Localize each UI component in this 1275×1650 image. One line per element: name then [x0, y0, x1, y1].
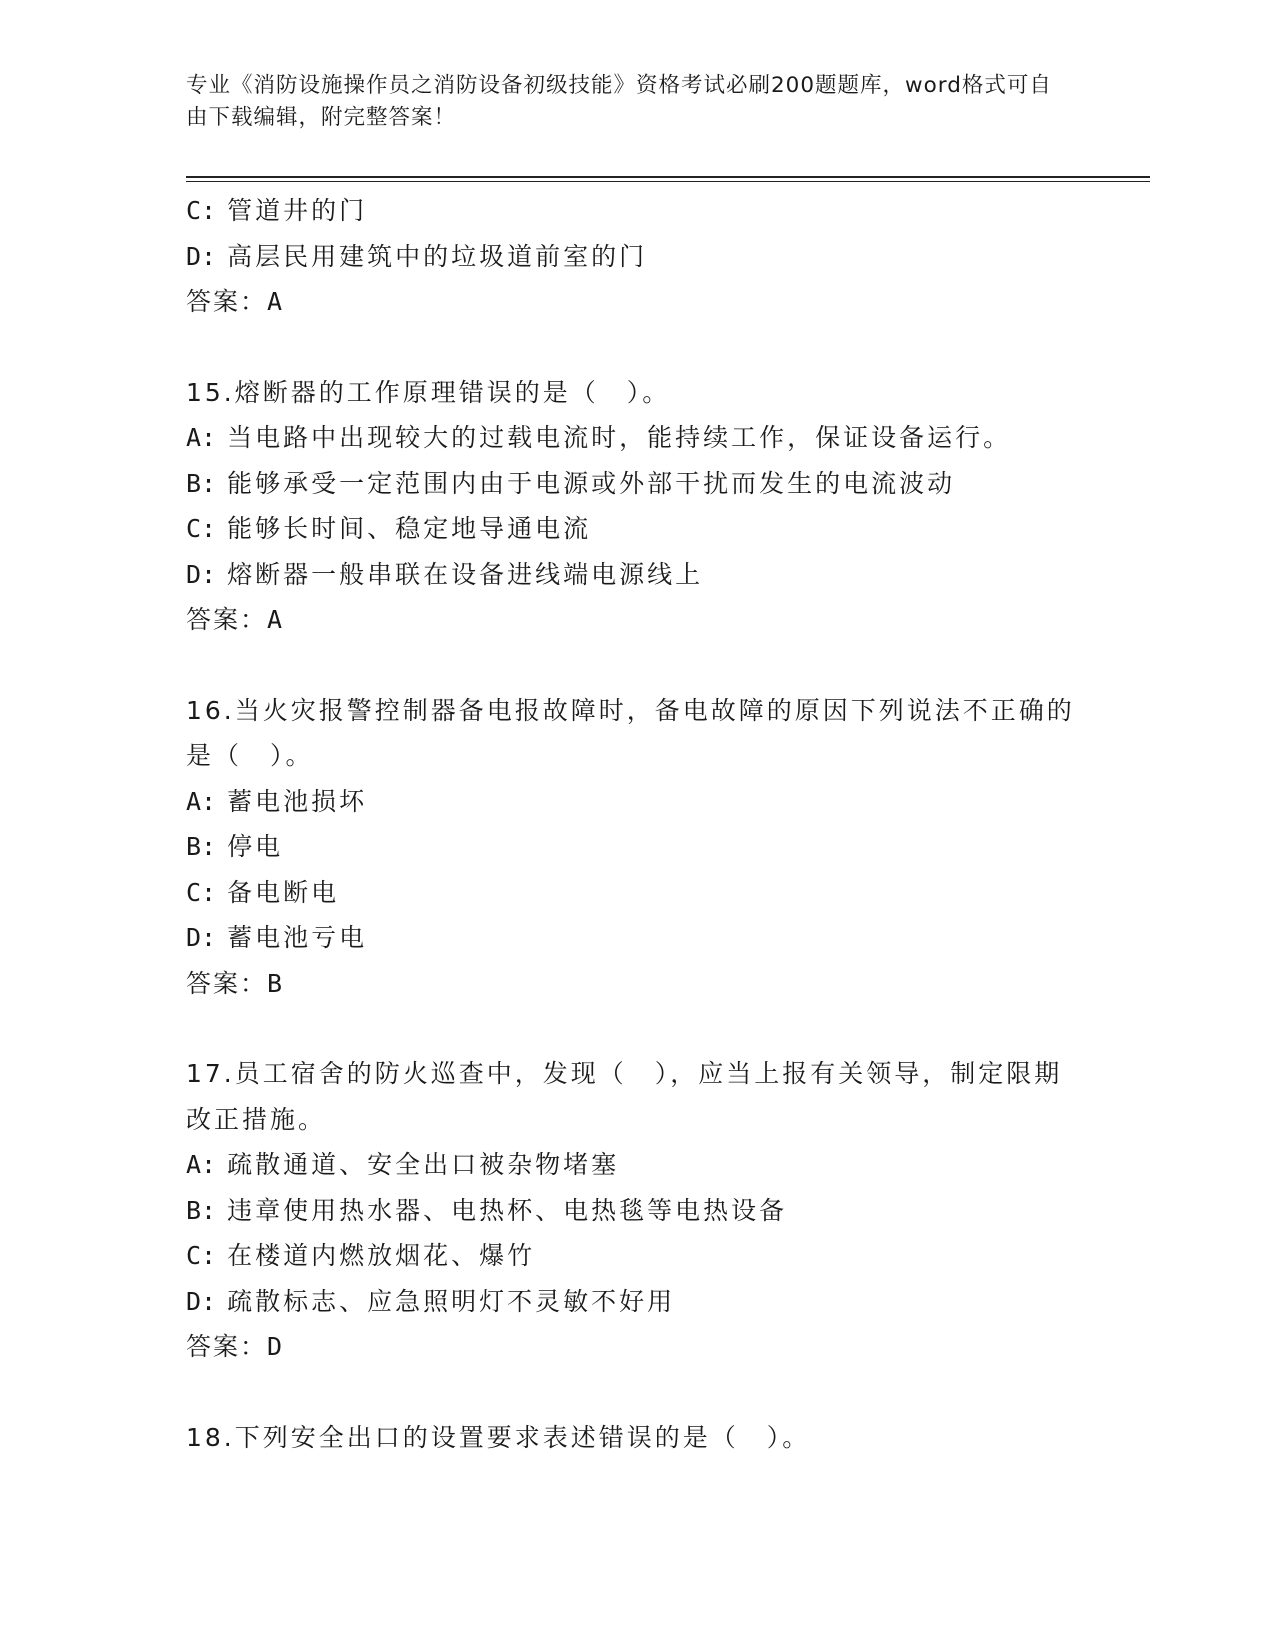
- answer-line: 答案：D: [186, 1332, 283, 1361]
- header-rule-thin: [186, 181, 1150, 182]
- option-d: D: 熔断器一般串联在设备进线端电源线上: [186, 559, 704, 589]
- option-d: D: 蓄电池亏电: [186, 923, 368, 952]
- question-content: [186, 188, 1086, 1460]
- option-a: A: 蓄电池损坏: [186, 786, 368, 816]
- answer-line: 答案：B: [186, 968, 283, 998]
- option-c: C: 在楼道内燃放烟花、爆竹: [186, 1241, 536, 1270]
- question-stem: 17.员工宿舍的防火巡查中，发现（ ），应当上报有关领导，制定限期改正措施。: [186, 1059, 1063, 1134]
- answer-line: 答案：A: [186, 287, 283, 316]
- option-c: C: 备电断电: [186, 877, 340, 907]
- option-c: C: 管道井的门: [186, 196, 368, 225]
- document-header: 专业《消防设施操作员之消防设备初级技能》资格考试必刷200题题库，word格式可自由下载编辑，附完整答案！: [186, 73, 1052, 130]
- option-c: C: 能够长时间、稳定地导通电流: [186, 514, 592, 543]
- option-b: B: 能够承受一定范围内由于电源或外部干扰而发生的电流波动: [186, 468, 956, 498]
- option-d: D: 疏散标志、应急照明灯不灵敏不好用: [186, 1286, 676, 1316]
- option-a: A: 当电路中出现较大的过载电流时，能持续工作，保证设备运行。: [186, 423, 1012, 452]
- question-stem: 15.熔断器的工作原理错误的是（ ）。: [186, 377, 671, 407]
- option-b: B: 停电: [186, 832, 284, 861]
- question-stem: 18.下列安全出口的设置要求表述错误的是（ ）。: [186, 1422, 811, 1452]
- option-d: D: 高层民用建筑中的垃圾道前室的门: [186, 241, 648, 271]
- question-stem: 16.当火灾报警控制器备电报故障时，备电故障的原因下列说法不正确的是（ ）。: [186, 695, 1075, 770]
- header-rule-thick: [186, 176, 1150, 178]
- answer-line: 答案：A: [186, 605, 283, 634]
- option-b: B: 违章使用热水器、电热杯、电热毯等电热设备: [186, 1195, 788, 1225]
- option-a: A: 疏散通道、安全出口被杂物堵塞: [186, 1150, 620, 1179]
